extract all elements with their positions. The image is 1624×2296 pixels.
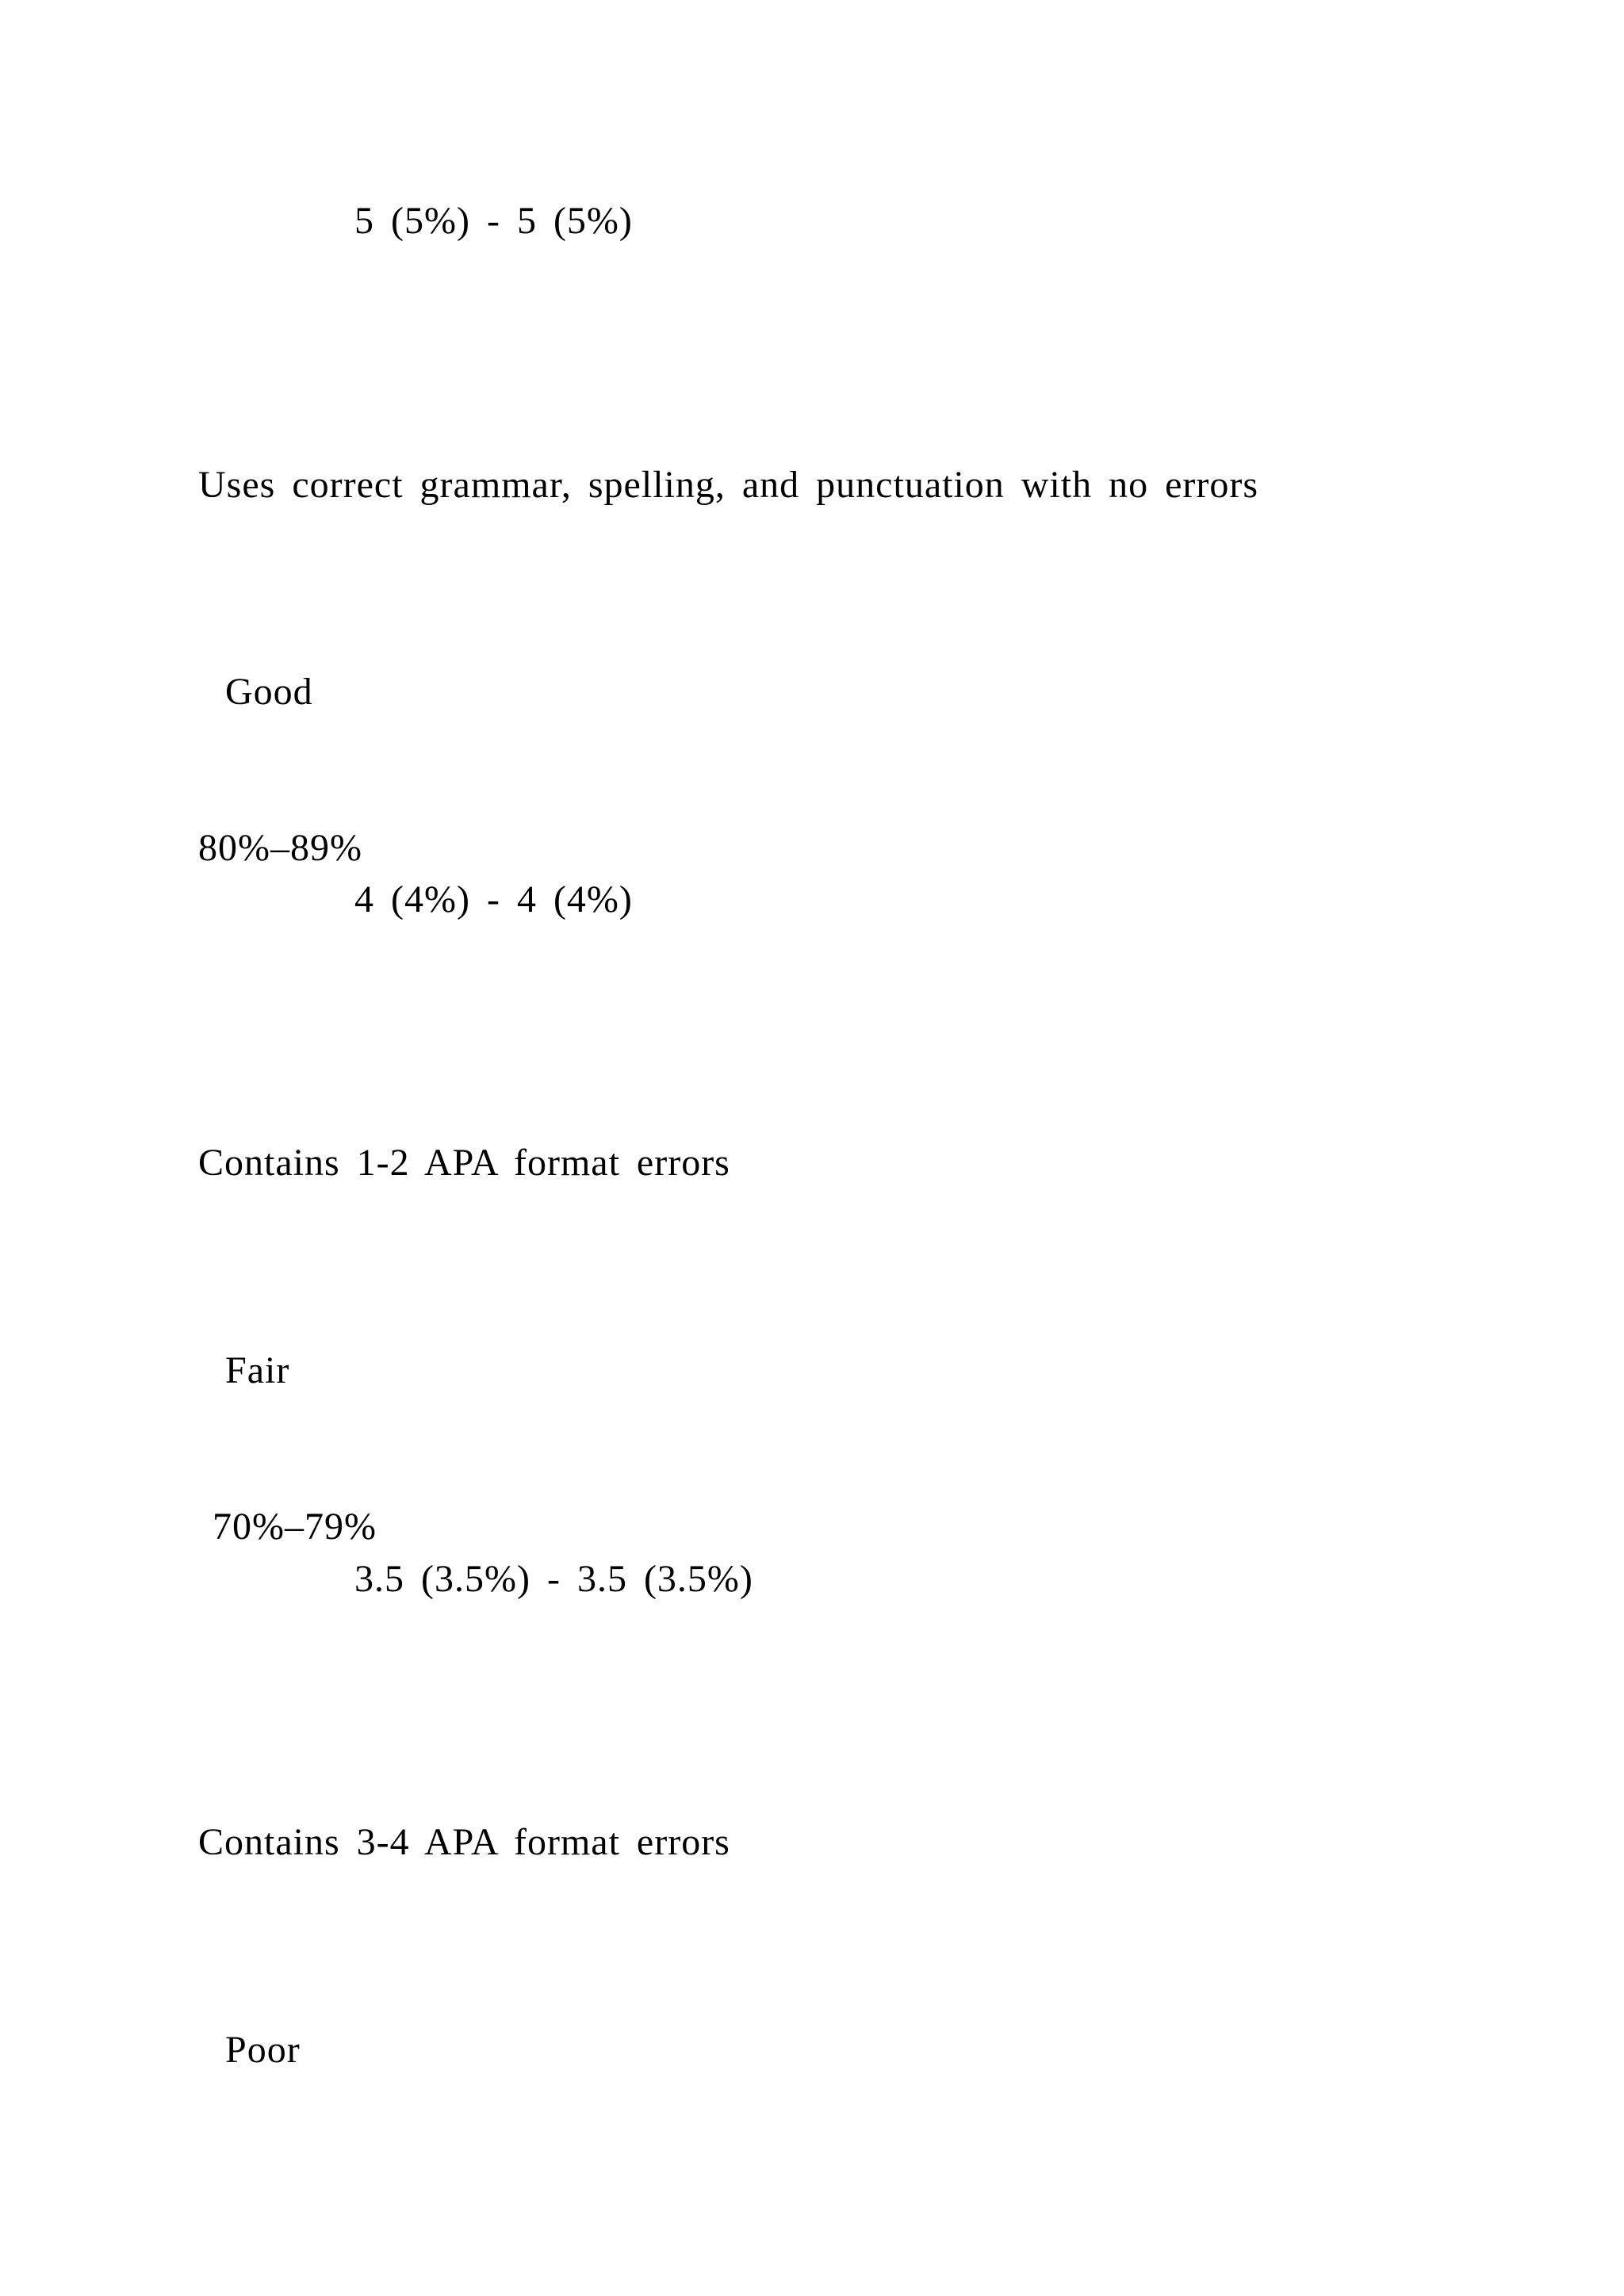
excellent-points: 5 (5%) - 5 (5%) [354, 200, 633, 242]
rating-fair: Fair [225, 1349, 290, 1391]
fair-range: 70%–79% [213, 1506, 377, 1548]
good-points: 4 (4%) - 4 (4%) [354, 878, 633, 920]
fair-points: 3.5 (3.5%) - 3.5 (3.5%) [354, 1558, 753, 1600]
excellent-description: Uses correct grammar, spelling, and punctuation with no errors [198, 464, 1259, 506]
rating-poor: Poor [225, 2029, 301, 2071]
rating-good: Good [225, 671, 313, 713]
fair-description: Contains 3-4 APA format errors [198, 1821, 730, 1863]
good-description: Contains 1-2 APA format errors [198, 1142, 730, 1184]
good-range: 80%–89% [198, 827, 362, 869]
